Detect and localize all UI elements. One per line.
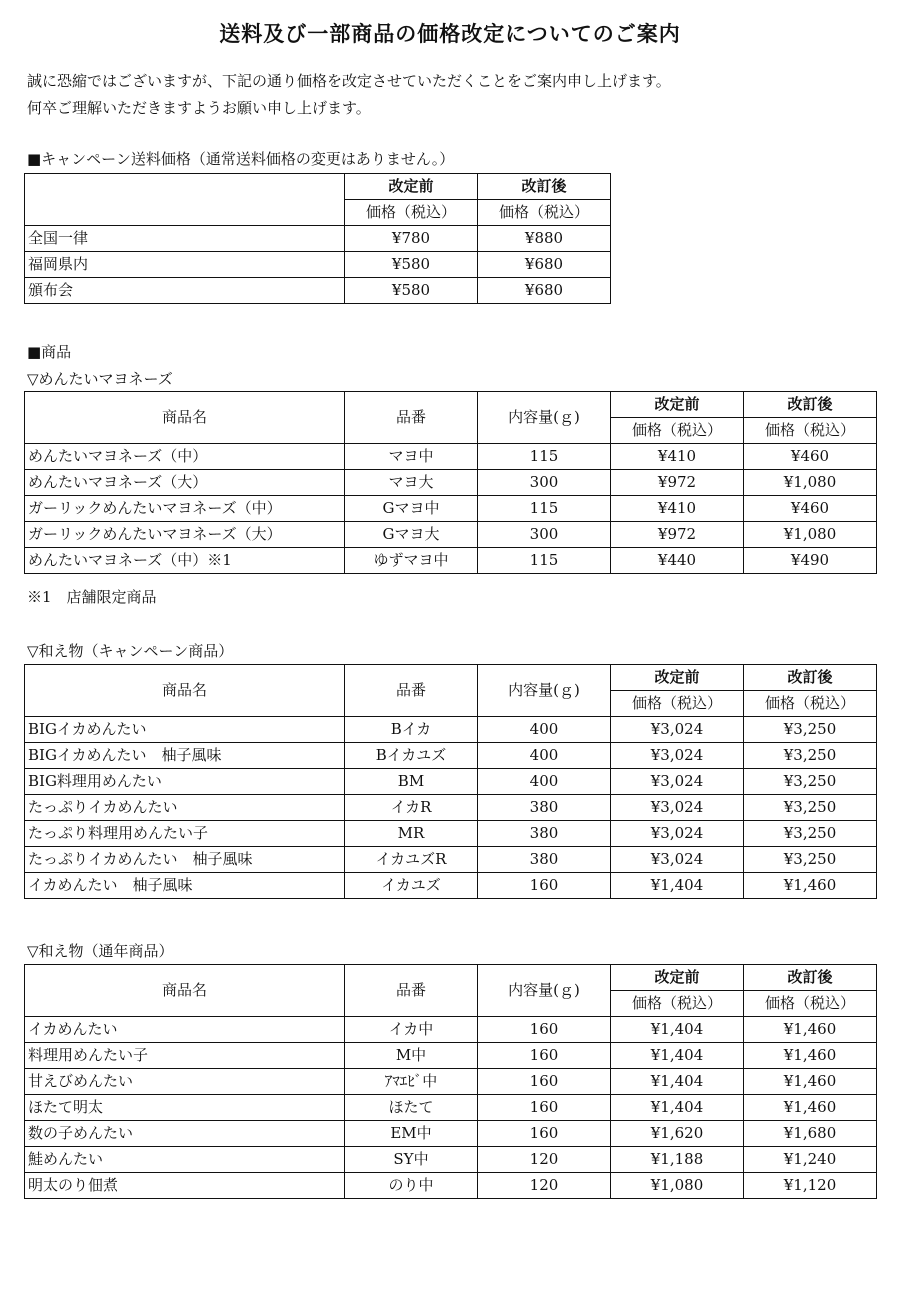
price-before-cell: ¥410 — [611, 496, 744, 522]
product-qty-cell: 120 — [478, 1173, 611, 1199]
product-row — [25, 522, 877, 548]
price-before-cell: ¥1,188 — [611, 1147, 744, 1173]
product-qty-cell: 160 — [478, 873, 611, 899]
price-subheader: 価格（税込） — [744, 418, 877, 444]
product-qty-cell: 300 — [478, 522, 611, 548]
col-header-code: 品番 — [345, 965, 478, 1017]
table-header-row — [25, 665, 877, 691]
product-code-cell: Bイカユズ — [345, 743, 478, 769]
price-after-cell: ¥680 — [478, 252, 611, 278]
product-name-cell: ほたて明太 — [25, 1095, 345, 1121]
aemono-regular-table — [24, 964, 877, 1199]
price-before-cell: ¥3,024 — [611, 821, 744, 847]
price-after-cell: ¥1,080 — [744, 470, 877, 496]
aemono-campaign-heading: ▽和え物（キャンペーン商品） — [27, 642, 234, 660]
product-code-cell: ｱﾏｴﾋﾞ中 — [345, 1069, 478, 1095]
product-code-cell: イカ中 — [345, 1017, 478, 1043]
mayo-table — [24, 391, 877, 574]
col-header-after: 改訂後 — [744, 965, 877, 991]
product-name-cell: 数の子めんたい — [25, 1121, 345, 1147]
table-header-row — [25, 392, 877, 418]
product-code-cell: EM中 — [345, 1121, 478, 1147]
price-after-cell: ¥3,250 — [744, 847, 877, 873]
product-qty-cell: 400 — [478, 717, 611, 743]
price-after-cell: ¥1,080 — [744, 522, 877, 548]
product-code-cell: MR — [345, 821, 478, 847]
price-after-cell: ¥3,250 — [744, 821, 877, 847]
product-row — [25, 470, 877, 496]
col-header-before: 改定前 — [611, 665, 744, 691]
product-qty-cell: 300 — [478, 470, 611, 496]
product-code-cell: イカR — [345, 795, 478, 821]
price-after-cell: ¥1,460 — [744, 873, 877, 899]
col-header-after: 改訂後 — [744, 665, 877, 691]
price-before-cell: ¥1,080 — [611, 1173, 744, 1199]
price-after-cell: ¥1,460 — [744, 1043, 877, 1069]
shipping-row — [25, 226, 611, 252]
price-subheader: 価格（税込） — [744, 691, 877, 717]
mayo-note: ※1 店舗限定商品 — [27, 588, 157, 606]
shipping-name-cell: 頒布会 — [25, 278, 345, 304]
product-qty-cell: 160 — [478, 1069, 611, 1095]
product-name-cell: 明太のり佃煮 — [25, 1173, 345, 1199]
aemono-campaign-table — [24, 664, 877, 899]
product-row — [25, 1017, 877, 1043]
product-name-cell: 甘えびめんたい — [25, 1069, 345, 1095]
product-name-cell: イカめんたい — [25, 1017, 345, 1043]
price-after-cell: ¥490 — [744, 548, 877, 574]
before-header: 改定前 — [345, 174, 478, 200]
product-code-cell: イカユズR — [345, 847, 478, 873]
page-title: 送料及び一部商品の価格改定についてのご案内 — [219, 22, 681, 46]
product-name-cell: めんたいマヨネーズ（中） — [25, 444, 345, 470]
product-name-cell: たっぷりイカめんたい 柚子風味 — [25, 847, 345, 873]
col-header-after: 改訂後 — [744, 392, 877, 418]
after-header: 改訂後 — [478, 174, 611, 200]
product-code-cell: ほたて — [345, 1095, 478, 1121]
price-after-cell: ¥460 — [744, 444, 877, 470]
price-after-cell: ¥1,680 — [744, 1121, 877, 1147]
col-header-name: 商品名 — [25, 392, 345, 444]
table-header-row — [25, 965, 877, 991]
products-heading: ■商品 — [27, 343, 72, 361]
product-name-cell: めんたいマヨネーズ（中）※1 — [25, 548, 345, 574]
shipping-name-cell: 全国一律 — [25, 226, 345, 252]
shipping-heading: ■キャンペーン送料価格（通常送料価格の変更はありません。） — [27, 150, 455, 168]
price-after-cell: ¥1,460 — [744, 1017, 877, 1043]
product-row — [25, 743, 877, 769]
product-qty-cell: 380 — [478, 795, 611, 821]
price-subheader: 価格（税込） — [611, 991, 744, 1017]
col-header-name: 商品名 — [25, 965, 345, 1017]
product-name-cell: BIGイカめんたい 柚子風味 — [25, 743, 345, 769]
product-qty-cell: 380 — [478, 847, 611, 873]
price-before-cell: ¥580 — [345, 278, 478, 304]
price-subheader: 価格（税込） — [611, 418, 744, 444]
mayo-heading: ▽めんたいマヨネーズ — [27, 370, 173, 388]
product-name-cell: イカめんたい 柚子風味 — [25, 873, 345, 899]
price-before-cell: ¥972 — [611, 522, 744, 548]
product-row — [25, 795, 877, 821]
price-after-cell: ¥1,460 — [744, 1095, 877, 1121]
product-name-cell: 料理用めんたい子 — [25, 1043, 345, 1069]
price-after-cell: ¥460 — [744, 496, 877, 522]
price-before-cell: ¥1,404 — [611, 1017, 744, 1043]
col-header-qty: 内容量(ｇ) — [478, 392, 611, 444]
product-qty-cell: 400 — [478, 743, 611, 769]
price-after-cell: ¥3,250 — [744, 743, 877, 769]
shipping-row — [25, 278, 611, 304]
product-row — [25, 1147, 877, 1173]
shipping-row — [25, 252, 611, 278]
product-row — [25, 1121, 877, 1147]
price-after-cell: ¥1,240 — [744, 1147, 877, 1173]
product-code-cell: Bイカ — [345, 717, 478, 743]
price-before-cell: ¥780 — [345, 226, 478, 252]
col-header-qty: 内容量(ｇ) — [478, 965, 611, 1017]
product-qty-cell: 120 — [478, 1147, 611, 1173]
product-row — [25, 769, 877, 795]
product-qty-cell: 115 — [478, 496, 611, 522]
shipping-name-cell: 福岡県内 — [25, 252, 345, 278]
price-before-cell: ¥3,024 — [611, 769, 744, 795]
price-after-cell: ¥880 — [478, 226, 611, 252]
product-qty-cell: 380 — [478, 821, 611, 847]
product-row — [25, 821, 877, 847]
product-row — [25, 717, 877, 743]
price-before-cell: ¥1,404 — [611, 873, 744, 899]
price-after-cell: ¥680 — [478, 278, 611, 304]
product-row — [25, 496, 877, 522]
price-before-cell: ¥410 — [611, 444, 744, 470]
product-qty-cell: 160 — [478, 1043, 611, 1069]
price-before-cell: ¥3,024 — [611, 795, 744, 821]
product-code-cell: のり中 — [345, 1173, 478, 1199]
product-code-cell: ゆずマヨ中 — [345, 548, 478, 574]
price-subheader: 価格（税込） — [478, 200, 611, 226]
product-row — [25, 847, 877, 873]
product-row — [25, 1095, 877, 1121]
price-before-cell: ¥1,404 — [611, 1069, 744, 1095]
price-before-cell: ¥3,024 — [611, 717, 744, 743]
col-header-name: 商品名 — [25, 665, 345, 717]
price-before-cell: ¥1,620 — [611, 1121, 744, 1147]
price-subheader: 価格（税込） — [345, 200, 478, 226]
price-after-cell: ¥3,250 — [744, 717, 877, 743]
price-after-cell: ¥1,120 — [744, 1173, 877, 1199]
product-qty-cell: 115 — [478, 444, 611, 470]
col-header-code: 品番 — [345, 665, 478, 717]
product-qty-cell: 400 — [478, 769, 611, 795]
product-row — [25, 1043, 877, 1069]
product-code-cell: マヨ大 — [345, 470, 478, 496]
product-row — [25, 548, 877, 574]
product-code-cell: Gマヨ大 — [345, 522, 478, 548]
price-before-cell: ¥440 — [611, 548, 744, 574]
product-name-cell: BIG料理用めんたい — [25, 769, 345, 795]
product-name-cell: たっぷりイカめんたい — [25, 795, 345, 821]
price-before-cell: ¥1,404 — [611, 1095, 744, 1121]
product-code-cell: M中 — [345, 1043, 478, 1069]
intro-text — [27, 68, 671, 122]
product-qty-cell: 160 — [478, 1095, 611, 1121]
shipping-table — [24, 173, 611, 304]
product-name-cell: ガーリックめんたいマヨネーズ（大） — [25, 522, 345, 548]
product-name-cell: BIGイカめんたい — [25, 717, 345, 743]
col-header-before: 改定前 — [611, 965, 744, 991]
product-code-cell: SY中 — [345, 1147, 478, 1173]
product-qty-cell: 160 — [478, 1017, 611, 1043]
col-header-qty: 内容量(ｇ) — [478, 665, 611, 717]
product-qty-cell: 115 — [478, 548, 611, 574]
price-before-cell: ¥580 — [345, 252, 478, 278]
col-header-code: 品番 — [345, 392, 478, 444]
product-row — [25, 444, 877, 470]
product-name-cell: 鮭めんたい — [25, 1147, 345, 1173]
col-header-before: 改定前 — [611, 392, 744, 418]
product-code-cell: Gマヨ中 — [345, 496, 478, 522]
aemono-regular-heading: ▽和え物（通年商品） — [27, 942, 174, 960]
product-qty-cell: 160 — [478, 1121, 611, 1147]
product-code-cell: イカユズ — [345, 873, 478, 899]
price-subheader: 価格（税込） — [611, 691, 744, 717]
product-name-cell: ガーリックめんたいマヨネーズ（中） — [25, 496, 345, 522]
product-name-cell: めんたいマヨネーズ（大） — [25, 470, 345, 496]
intro-line: 何卒ご理解いただきますようお願い申し上げます。 — [27, 99, 371, 117]
product-row — [25, 1069, 877, 1095]
price-before-cell: ¥972 — [611, 470, 744, 496]
price-after-cell: ¥3,250 — [744, 769, 877, 795]
intro-line: 誠に恐縮ではございますが、下記の通り価格を改定させていただくことをご案内申し上げます。 — [27, 72, 671, 90]
shipping-header-blank — [25, 174, 345, 226]
product-code-cell: マヨ中 — [345, 444, 478, 470]
product-row — [25, 873, 877, 899]
price-subheader: 価格（税込） — [744, 991, 877, 1017]
price-before-cell: ¥3,024 — [611, 743, 744, 769]
price-before-cell: ¥3,024 — [611, 847, 744, 873]
price-after-cell: ¥1,460 — [744, 1069, 877, 1095]
product-name-cell: たっぷり料理用めんたい子 — [25, 821, 345, 847]
product-row — [25, 1173, 877, 1199]
price-before-cell: ¥1,404 — [611, 1043, 744, 1069]
price-after-cell: ¥3,250 — [744, 795, 877, 821]
product-code-cell: BM — [345, 769, 478, 795]
